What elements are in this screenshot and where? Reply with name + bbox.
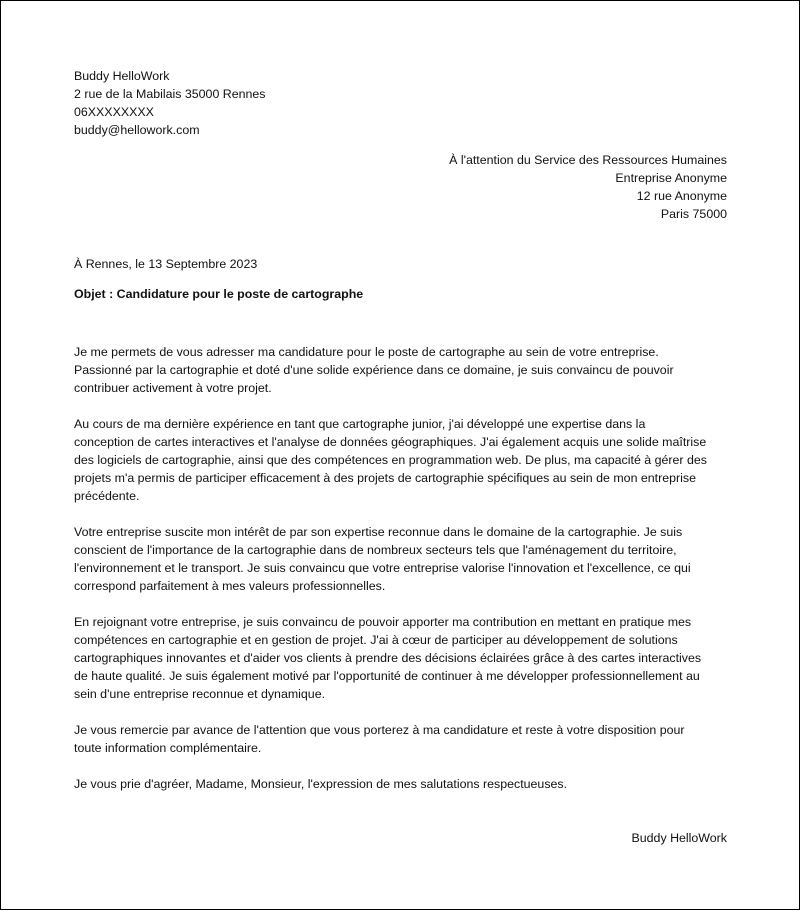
text-line: précédente. [74,489,140,503]
text-line: Je vous remercie par avance de l'attention que vous porterez à ma candidature et reste à votre disposition pour [74,723,685,737]
recipient-city: Paris 75000 [660,207,727,221]
text-line: des logiciels de cartographie, ainsi que des compétences en programmation web. De plus, ma capacité à gérer des [74,453,707,467]
place-date: À Rennes, le 13 Septembre 2023 [74,257,258,271]
paragraph-closing [74,775,734,793]
paragraph-contribution [74,613,734,703]
sender-block [74,67,434,139]
paragraph-company-interest [74,523,734,595]
letter-body [74,343,734,811]
sender-phone: 06XXXXXXXX [74,105,154,119]
text-line: projets m'a permis de participer efficacement à des projets de cartographie spécifiques au sein de mon entreprise [74,471,697,485]
text-line: contribuer activement à votre projet. [74,381,272,395]
sender-email: buddy@hellowork.com [74,123,200,137]
recipient-company: Entreprise Anonyme [615,171,727,185]
text-line: conscient de l'importance de la cartographie dans de nombreux secteurs tels que l'aménagement du territoire, [74,543,677,557]
text-line: Passionné par la cartographie et doté d'une solide expérience dans ce domaine, je suis convaincu de pouvoir [74,363,674,377]
paragraph-thanks [74,721,734,757]
text-line: sein d'une entreprise reconnue et dynamique. [74,687,326,701]
text-line: En rejoignant votre entreprise, je suis convaincu de pouvoir apporter ma contribution en mettant en pratique mes [74,615,692,629]
text-line: conception de cartes interactives et l'analyse de données géographiques. J'ai également acquis une solide maîtrise [74,435,707,449]
text-line: Je vous prie d'agréer, Madame, Monsieur, l'expression de mes salutations respectueuses. [74,777,568,791]
text-line: toute information complémentaire. [74,741,262,755]
text-line: Je me permets de vous adresser ma candidature pour le poste de cartographe au sein de votre entreprise. [74,345,659,359]
paragraph-experience [74,415,734,505]
paragraph-introduction [74,343,734,397]
signature: Buddy HelloWork [631,831,727,845]
recipient-attention: À l'attention du Service des Ressources Humaines [449,153,727,167]
recipient-street: 12 rue Anonyme [636,189,727,203]
text-line: cartographiques innovantes et d'aider vos clients à prendre des décisions éclairées grâce à des cartes interactives [74,651,702,665]
sender-address: 2 rue de la Mabilais 35000 Rennes [74,87,266,101]
text-line: Au cours de ma dernière expérience en tant que cartographe junior, j'ai développé une expertise dans la [74,417,646,431]
text-line: correspond parfaitement à mes valeurs professionnelles. [74,579,386,593]
sender-name: Buddy HelloWork [74,69,170,83]
text-line: compétences en cartographie et en gestion de projet. J'ai à cœur de participer au développement de solutions [74,633,678,647]
letter-subject: Objet : Candidature pour le poste de cartographe [74,287,364,301]
text-line: de haute qualité. Je suis également motivé par l'opportunité de continuer à me développer professionnellement au [74,669,700,683]
text-line: l'environnement et le transport. Je suis convaincu que votre entreprise valorise l'innovation et l'excellence, ce qui [74,561,691,575]
text-line: Votre entreprise suscite mon intérêt de par son expertise reconnue dans le domaine de la cartographie. Je suis [74,525,683,539]
recipient-block [307,151,727,223]
